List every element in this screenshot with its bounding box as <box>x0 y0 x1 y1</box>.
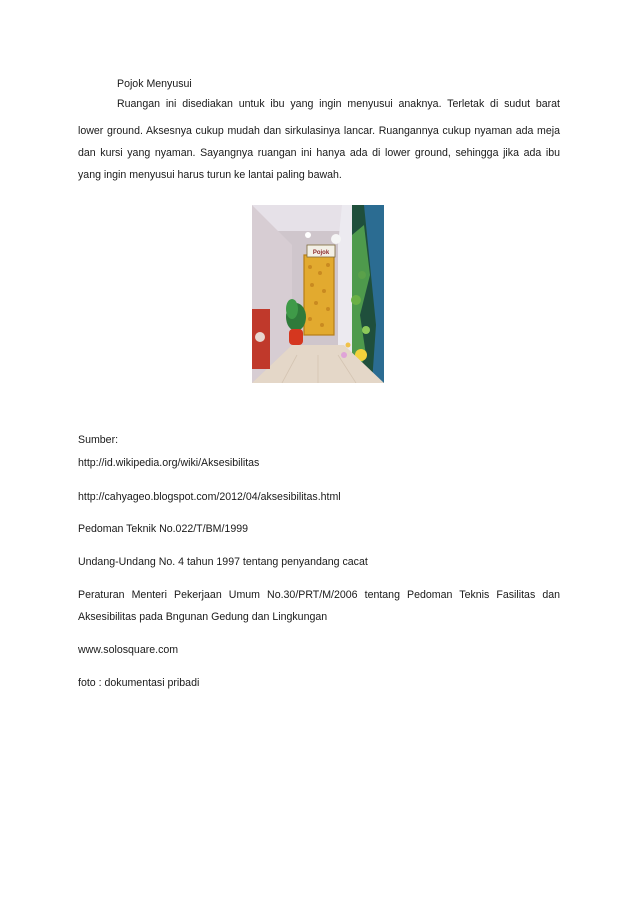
sign-text: Pojok <box>312 250 330 256</box>
source-item-7: www.solosquare.com <box>78 644 179 656</box>
source-item-2: http://cahyageo.blogspot.com/2012/04/aksesibilitas.html <box>78 491 341 503</box>
paragraph-line-3: dan kursi yang nyaman. Sayangnya ruangan ini hanya ada di lower ground, sehingga jika ada ibu <box>78 147 560 159</box>
section-heading: Pojok Menyusui <box>117 78 192 90</box>
sources-label: Sumber: <box>78 434 119 446</box>
source-item-5: Peraturan Menteri Pekerjaan Umum No.30/PRT/M/2006 tentang Pedoman Teknis Fasilitas dan <box>78 589 560 601</box>
paragraph-line-1: Ruangan ini disediakan untuk ibu yang ingin menyusui anaknya. Terletak di sudut barat <box>117 98 560 110</box>
source-item-3: Pedoman Teknik No.022/T/BM/1999 <box>78 523 248 535</box>
nursing-room-photo <box>252 205 384 383</box>
paragraph-line-4: yang ingin menyusui harus turun ke lantai paling bawah. <box>78 169 342 181</box>
source-item-4: Undang-Undang No. 4 tahun 1997 tentang penyandang cacat <box>78 556 368 568</box>
paragraph-line-2: lower ground. Aksesnya cukup mudah dan sirkulasinya lancar. Ruangannya cukup nyaman ada meja <box>78 125 560 137</box>
source-item-8: foto : dokumentasi pribadi <box>78 677 200 689</box>
source-item-6: Aksesibilitas pada Bngunan Gedung dan Lingkungan <box>78 611 328 623</box>
source-item-1: http://id.wikipedia.org/wiki/Aksesibilitas <box>78 457 260 469</box>
